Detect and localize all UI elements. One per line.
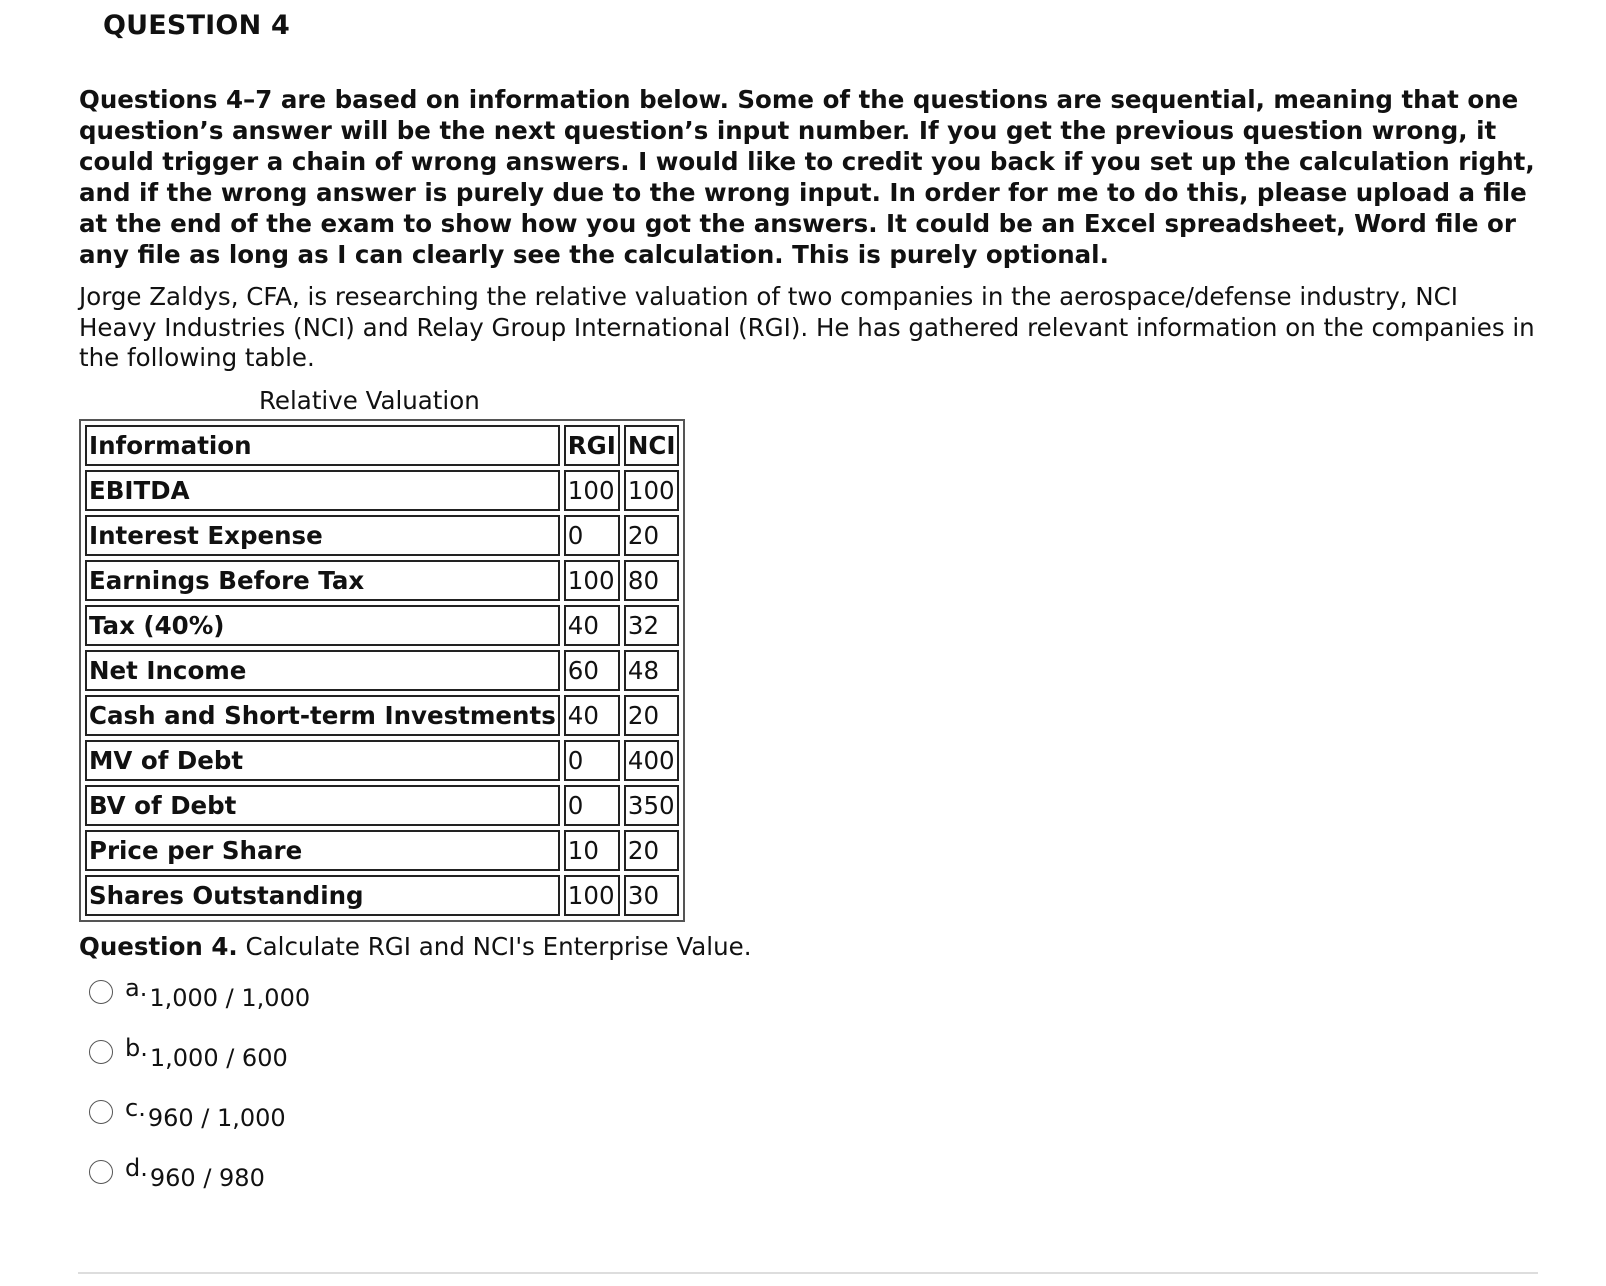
rgi-value: 60 [564, 650, 620, 691]
answer-option-a[interactable] [89, 973, 1539, 1036]
row-label: Shares Outstanding [85, 875, 560, 916]
option-text[interactable]: 1,000 / 600 [149, 1043, 288, 1072]
option-letter: d. [125, 1153, 148, 1182]
option-letter: b. [125, 1033, 148, 1062]
question-prompt [79, 932, 1539, 962]
nci-value: 20 [624, 695, 680, 736]
option-letter: a. [125, 973, 148, 1002]
rgi-value: 0 [564, 740, 620, 781]
nci-value: 400 [624, 740, 680, 781]
bottom-divider [78, 1272, 1538, 1274]
question-label: Question 4. [79, 931, 238, 961]
nci-value: 32 [624, 605, 680, 646]
rgi-value: 10 [564, 830, 620, 871]
table-row [85, 740, 679, 781]
row-label: Price per Share [85, 830, 560, 871]
rgi-value: 40 [564, 695, 620, 736]
nci-value: 100 [624, 470, 680, 511]
question-body: Calculate RGI and NCI's Enterprise Value. [237, 931, 752, 961]
nci-value: 48 [624, 650, 680, 691]
radio-button-a[interactable] [89, 980, 113, 1004]
row-label: BV of Debt [85, 785, 560, 826]
table-header-row [85, 425, 679, 466]
table-row [85, 875, 679, 916]
rgi-value: 40 [564, 605, 620, 646]
row-label: Cash and Short-term Investments [85, 695, 560, 736]
rgi-value: 100 [564, 560, 620, 601]
radio-button-b[interactable] [89, 1040, 113, 1064]
table-row [85, 470, 679, 511]
rgi-value: 0 [564, 515, 620, 556]
header-rgi: RGI [564, 425, 620, 466]
table-row [85, 560, 679, 601]
table-row [85, 605, 679, 646]
table-row [85, 695, 679, 736]
instructions-text: Questions 4–7 are based on information below. Some of the questions are sequential, meaning that one question’s answer will be the next question’s input number. If you get the previous question wrong, it could trigger a chain of wrong answers. I would like to credit you back if you set up the calculation right, and if the wrong answer is purely due to the wrong input. In order for me to do this, please upload a file at the end of the exam to show how you got the answers. It could be an Excel spreadsheet, Word file or any file as long as I can clearly see the calculation. This is purely optional. [79, 85, 1535, 269]
option-text[interactable]: 960 / 1,000 [147, 1103, 286, 1132]
rgi-value: 100 [564, 875, 620, 916]
option-letter: c. [125, 1093, 146, 1122]
table-row [85, 830, 679, 871]
table-row [85, 650, 679, 691]
nci-value: 20 [624, 830, 680, 871]
radio-button-d[interactable] [89, 1160, 113, 1184]
intro-text: Jorge Zaldys, CFA, is researching the relative valuation of two companies in the aerospace/defense industry, NCI Heavy Industries (NCI) and Relay Group International (RGI). He has gathered relevant information on the companies in the following table. [79, 282, 1535, 372]
row-label: EBITDA [85, 470, 560, 511]
table-row [85, 785, 679, 826]
question-content [79, 84, 1539, 1216]
nci-value: 20 [624, 515, 680, 556]
rgi-value: 0 [564, 785, 620, 826]
table-row [85, 515, 679, 556]
row-label: Net Income [85, 650, 560, 691]
header-nci: NCI [624, 425, 680, 466]
row-label: MV of Debt [85, 740, 560, 781]
row-label: Tax (40%) [85, 605, 560, 646]
answer-option-d[interactable] [89, 1153, 1539, 1216]
rgi-value: 100 [564, 470, 620, 511]
answer-option-c[interactable] [89, 1093, 1539, 1156]
relative-valuation-table [79, 419, 685, 922]
option-text[interactable]: 960 / 980 [149, 1163, 265, 1192]
nci-value: 30 [624, 875, 680, 916]
question-heading: QUESTION 4 [103, 10, 290, 41]
nci-value: 80 [624, 560, 680, 601]
option-text[interactable]: 1,000 / 1,000 [149, 983, 311, 1012]
table-caption: Relative Valuation [259, 385, 480, 415]
answer-option-b[interactable] [89, 1033, 1539, 1096]
nci-value: 350 [624, 785, 680, 826]
radio-button-c[interactable] [89, 1100, 113, 1124]
header-information: Information [85, 425, 560, 466]
row-label: Interest Expense [85, 515, 560, 556]
answer-options [89, 973, 1539, 1216]
row-label: Earnings Before Tax [85, 560, 560, 601]
